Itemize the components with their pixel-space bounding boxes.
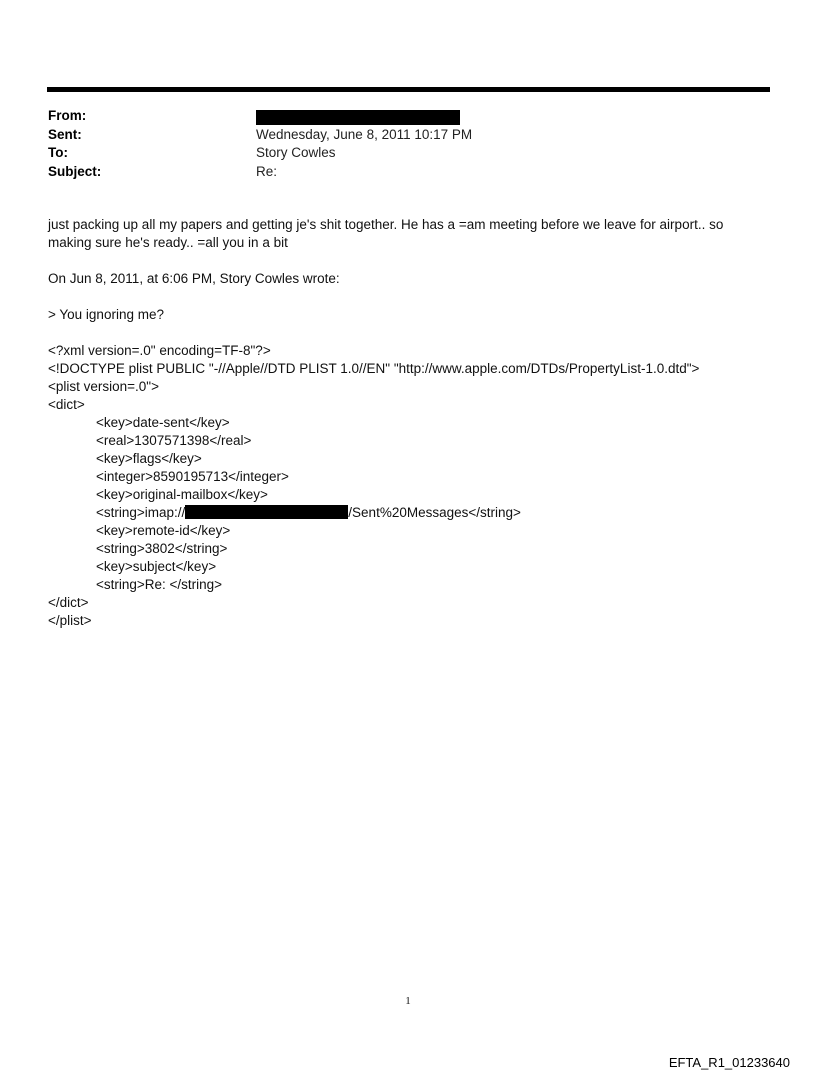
imap-redaction-box bbox=[185, 505, 348, 519]
dict-close-tag: </dict> bbox=[48, 595, 89, 610]
email-header bbox=[48, 107, 748, 181]
from-row bbox=[48, 107, 748, 126]
to-row bbox=[48, 144, 748, 163]
sent-label: Sent: bbox=[48, 126, 82, 142]
bates-number: EFTA_R1_01233640 bbox=[668, 1055, 790, 1070]
subject-row bbox=[48, 163, 748, 182]
dict-open-tag: <dict> bbox=[48, 397, 85, 412]
quote-intro: On Jun 8, 2011, at 6:06 PM, Story Cowles wrote: bbox=[48, 271, 340, 286]
from-redaction-box bbox=[256, 110, 460, 125]
page-number: 1 bbox=[405, 995, 411, 1007]
key-date-sent: <key>date-sent</key> bbox=[96, 415, 230, 430]
key-subject: <key>subject</key> bbox=[96, 559, 217, 574]
email-body bbox=[48, 216, 748, 630]
subject-label: Subject: bbox=[48, 163, 102, 179]
imap-suffix: /Sent%20Messages</string> bbox=[348, 505, 521, 520]
to-value: Story Cowles bbox=[256, 145, 336, 160]
xml-declaration: <?xml version=.0" encoding=TF-8"?> bbox=[48, 343, 271, 358]
imap-string-line bbox=[48, 504, 748, 522]
integer-value: <integer>8590195713</integer> bbox=[96, 469, 289, 484]
xml-doctype: <!DOCTYPE plist PUBLIC "-//Apple//DTD PLIST 1.0//EN" "http://www.apple.com/DTDs/PropertyList-1.0.dtd"> bbox=[48, 361, 700, 376]
body-line-2: making sure he's ready.. =all you in a bit bbox=[48, 235, 288, 250]
imap-prefix: <string>imap:// bbox=[96, 505, 186, 520]
key-flags: <key>flags</key> bbox=[96, 451, 202, 466]
real-value: <real>1307571398</real> bbox=[96, 433, 252, 448]
header-divider-rule bbox=[47, 87, 770, 92]
from-value bbox=[256, 107, 460, 126]
body-line-1: just packing up all my papers and getting je's shit together. He has a =am meeting before we leave for airport.. so bbox=[48, 217, 724, 232]
remote-id-value: <string>3802</string> bbox=[96, 541, 228, 556]
sent-row bbox=[48, 126, 748, 145]
key-remote-id: <key>remote-id</key> bbox=[96, 523, 231, 538]
sent-value: Wednesday, June 8, 2011 10:17 PM bbox=[256, 126, 473, 142]
subject-string: <string>Re: </string> bbox=[96, 577, 223, 592]
subject-value: Re: bbox=[256, 163, 278, 179]
from-label: From: bbox=[48, 108, 87, 123]
key-original-mailbox: <key>original-mailbox</key> bbox=[96, 487, 268, 502]
plist-open-tag: <plist version=.0"> bbox=[48, 379, 159, 394]
plist-close-tag: </plist> bbox=[48, 613, 92, 628]
to-label: To: bbox=[48, 145, 68, 160]
quoted-message: > You ignoring me? bbox=[48, 307, 164, 322]
